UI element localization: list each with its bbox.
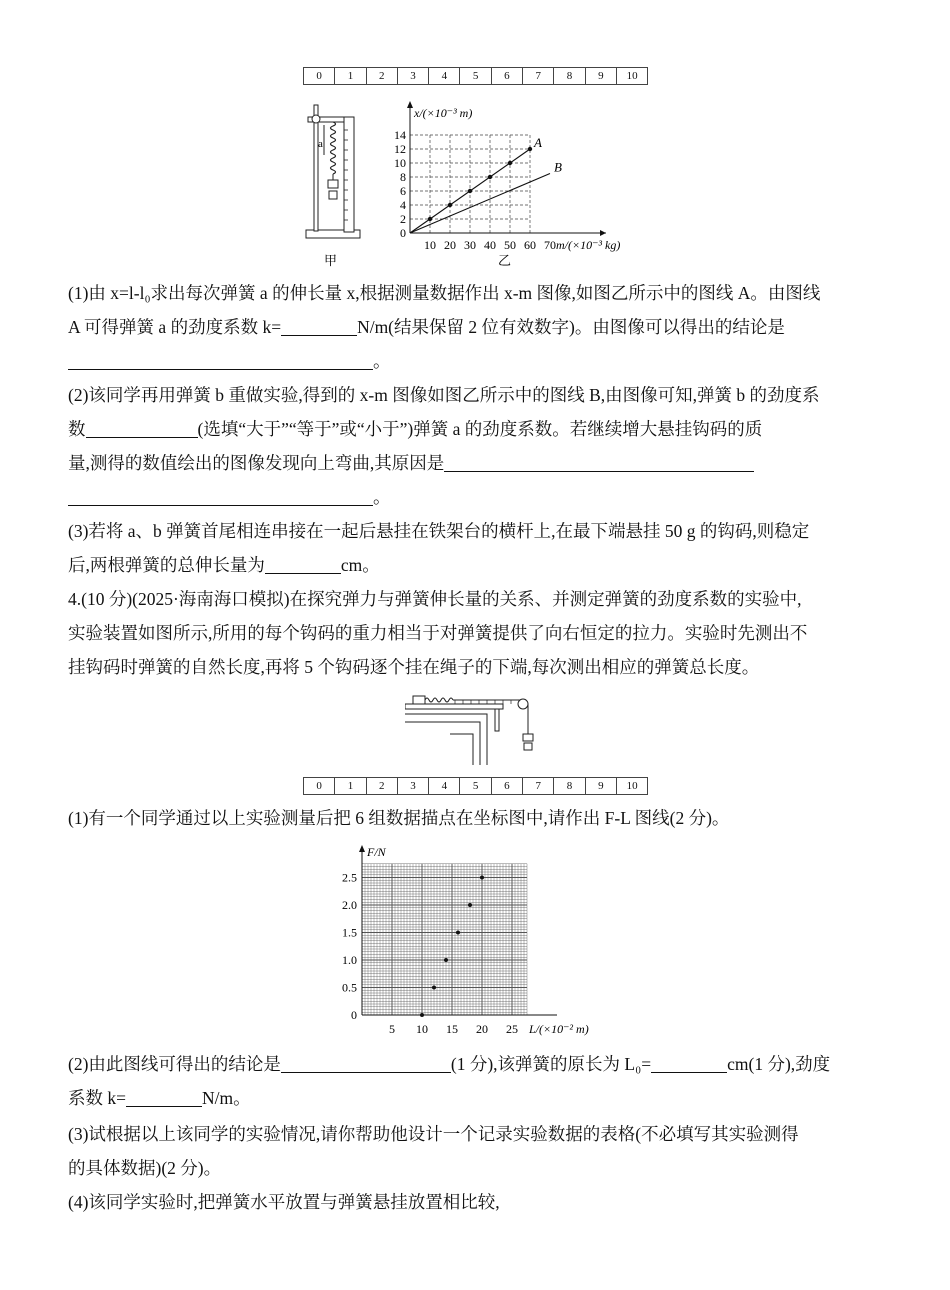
answer-blank-reason[interactable] [444, 449, 754, 472]
x-tick-label: 20 [444, 238, 456, 252]
label-jia: 甲 [324, 253, 338, 268]
ruler-tick: 4 [429, 778, 460, 794]
y-tick-label: 12 [394, 142, 406, 156]
series-a-label: A [534, 135, 542, 150]
answer-blank-conclusion-4[interactable] [281, 1050, 451, 1073]
series-a-point [488, 175, 492, 179]
q3-p2a: (2)该同学再用弹簧 b 重做实验,得到的 x-m 图像如图乙所示中的图线 B,由图像可知,弹簧 b 的劲度系 [68, 385, 820, 405]
spring-apparatus-figure [300, 95, 380, 270]
ruler-tick: 5 [460, 778, 491, 794]
answer-blank-k[interactable] [281, 313, 357, 336]
answer-blank-reason-2[interactable] [68, 483, 373, 506]
data-point [432, 986, 436, 990]
ruler-tick: 2 [367, 778, 398, 794]
ruler-tick: 3 [398, 68, 429, 84]
y-tick-label: 0 [351, 1008, 357, 1022]
ruler-tick: 8 [554, 778, 585, 794]
answer-blank-compare[interactable] [86, 415, 198, 438]
y-tick-label: 0.5 [342, 980, 357, 995]
q3-p2b: 数 (选填“大于”“等于”或“小于”)弹簧 a 的劲度系数。若继续增大悬挂钩码的质 [68, 412, 883, 446]
answer-blank-L0[interactable] [651, 1050, 727, 1073]
data-point [420, 1013, 424, 1017]
ruler-tick: 0 [304, 778, 335, 794]
q4-intro-line1: 4.(10 分)(2025·海南海口模拟)在探究弹力与弹簧伸长量的关系、并测定弹簧的劲度系数的实验中, [68, 589, 802, 609]
ruler-tick: 7 [523, 778, 554, 794]
x-axis-label: L/(×10⁻² m) [529, 1022, 589, 1036]
ruler-tick: 10 [626, 780, 638, 792]
x-axis-label: m/(×10⁻³ kg) [556, 238, 621, 252]
series-a-point [528, 147, 532, 151]
answer-blank-conclusion[interactable] [68, 347, 373, 370]
ruler-tick: 3 [398, 778, 429, 794]
q4-intro-line2: 实验装置如图所示,所用的每个钩码的重力相当于对弹簧提供了向右恒定的拉力。实验时先测出不 [68, 623, 808, 643]
q3-p3b: 后,两根弹簧的总伸长量为 cm。 [68, 548, 883, 582]
ruler-tick: 6 [492, 778, 523, 794]
x-tick-label: 20 [476, 1022, 488, 1036]
q3-part3 [68, 514, 883, 582]
ruler-tick: 8 [554, 68, 585, 84]
x-tick-label: 40 [484, 238, 496, 252]
spring-a-label: a [318, 138, 323, 150]
y-tick-label: 10 [394, 156, 406, 170]
y-axis-arrow [407, 101, 413, 108]
q4-s2b: 系数 k= N/m。 [68, 1081, 883, 1115]
q3-p2d: 。 [68, 480, 883, 514]
ruler-tick: 0 [304, 68, 335, 84]
y-tick-label: 6 [400, 184, 406, 198]
q3-p1c: 。 [68, 344, 883, 378]
q3-p1a: (1)由 x=l-l₀求出每次弹簧 a 的伸长量 x,根据测量数据作出 x-m 图像,如图乙所示中的图线 A。由图线 [68, 283, 821, 303]
y-tick-label: 0 [400, 226, 406, 240]
q4-s3a: (3)试根据以上该同学的实验情况,请你帮助他设计一个记录实验数据的表格(不必填写其实验测得 [68, 1124, 799, 1144]
ruler-tick: 1 [335, 68, 366, 84]
top-ruler [303, 67, 648, 85]
y-tick-label: 8 [400, 170, 406, 184]
bottom-ruler [303, 777, 648, 795]
y-tick-label: 4 [400, 198, 406, 212]
x-tick-label: 50 [504, 238, 516, 252]
x-m-chart [392, 95, 652, 270]
y-tick-label: 2.0 [342, 898, 357, 912]
x-tick-label: 15 [446, 1022, 458, 1036]
q4-s4-text: (4)该同学实验时,把弹簧水平放置与弹簧悬挂放置相比较, [68, 1192, 500, 1212]
q3-p1b: A 可得弹簧 a 的劲度系数 k= N/m(结果保留 2 位有效数字)。由图像可以得出的结论是 [68, 310, 883, 344]
y-tick-label: 1.5 [342, 925, 357, 940]
x-tick-label: 60 [524, 238, 536, 252]
ruler-tick: 6 [492, 68, 523, 84]
series-a-point [468, 189, 472, 193]
x-tick-label: 25 [506, 1022, 518, 1036]
series-a-point [428, 217, 432, 221]
ruler-tick: 5 [460, 68, 491, 84]
ruler-tick: 10 [626, 70, 638, 82]
y-axis-arrow [359, 845, 365, 852]
f-l-chart [330, 840, 620, 1040]
answer-blank-k-4[interactable] [126, 1084, 202, 1107]
label-yi: 乙 [498, 253, 512, 268]
q4-intro [68, 582, 883, 684]
data-point [468, 903, 472, 907]
answer-blank-total-extension[interactable] [265, 551, 341, 574]
q3-part2 [68, 378, 883, 514]
series-b-line [410, 174, 550, 234]
data-point [456, 931, 460, 935]
y-tick-label: 14 [394, 128, 406, 142]
ruler-tick: 4 [429, 68, 460, 84]
series-b-label: B [554, 159, 562, 175]
series-a-point [448, 203, 452, 207]
x-axis-arrow [600, 230, 606, 236]
x-tick-label: 5 [389, 1022, 395, 1036]
x-tick-label: 10 [424, 238, 436, 252]
y-axis-label: x/(×10⁻³ m) [414, 106, 473, 120]
y-tick-label: 2 [400, 212, 406, 226]
data-point [480, 876, 484, 880]
data-point [444, 958, 448, 962]
q4-s1-text: (1)有一个同学通过以上实验测量后把 6 组数据描点在坐标图中,请作出 F-L 图线(2 分)。 [68, 808, 730, 828]
y-axis-label: F/N [367, 845, 386, 859]
ruler-tick: 1 [335, 778, 366, 794]
x-tick-label: 70 [544, 238, 556, 252]
q4-s3b: 的具体数据)(2 分)。 [68, 1158, 222, 1178]
ruler-tick: 9 [586, 68, 617, 84]
y-tick-label: 2.5 [342, 870, 357, 885]
q3-p2c: 量,测得的数值绘出的图像发现向上弯曲,其原因是 [68, 446, 883, 480]
q4-s2 [68, 1047, 883, 1115]
q4-intro-line3: 挂钩码时弹簧的自然长度,再将 5 个钩码逐个挂在绳子的下端,每次测出相应的弹簧总长度。 [68, 657, 760, 677]
x-tick-label: 10 [416, 1022, 428, 1036]
q4-s4 [68, 1185, 883, 1219]
x-tick-label: 30 [464, 238, 476, 252]
ruler-tick: 9 [586, 778, 617, 794]
q4-s1 [68, 801, 883, 835]
y-tick-label: 1.0 [342, 953, 357, 967]
q4-s2a: (2)由此图线可得出的结论是 (1 分),该弹簧的原长为 L₀= cm(1 分),劲度 [68, 1047, 883, 1081]
q4-s3 [68, 1117, 883, 1185]
q3-part1 [68, 276, 883, 378]
horizontal-spring-apparatus [405, 690, 555, 770]
ruler-tick: 7 [523, 68, 554, 84]
series-a-point [508, 161, 512, 165]
ruler-tick: 2 [367, 68, 398, 84]
q3-p3a: (3)若将 a、b 弹簧首尾相连串接在一起后悬挂在铁架台的横杆上,在最下端悬挂 50 g 的钩码,则稳定 [68, 521, 810, 541]
